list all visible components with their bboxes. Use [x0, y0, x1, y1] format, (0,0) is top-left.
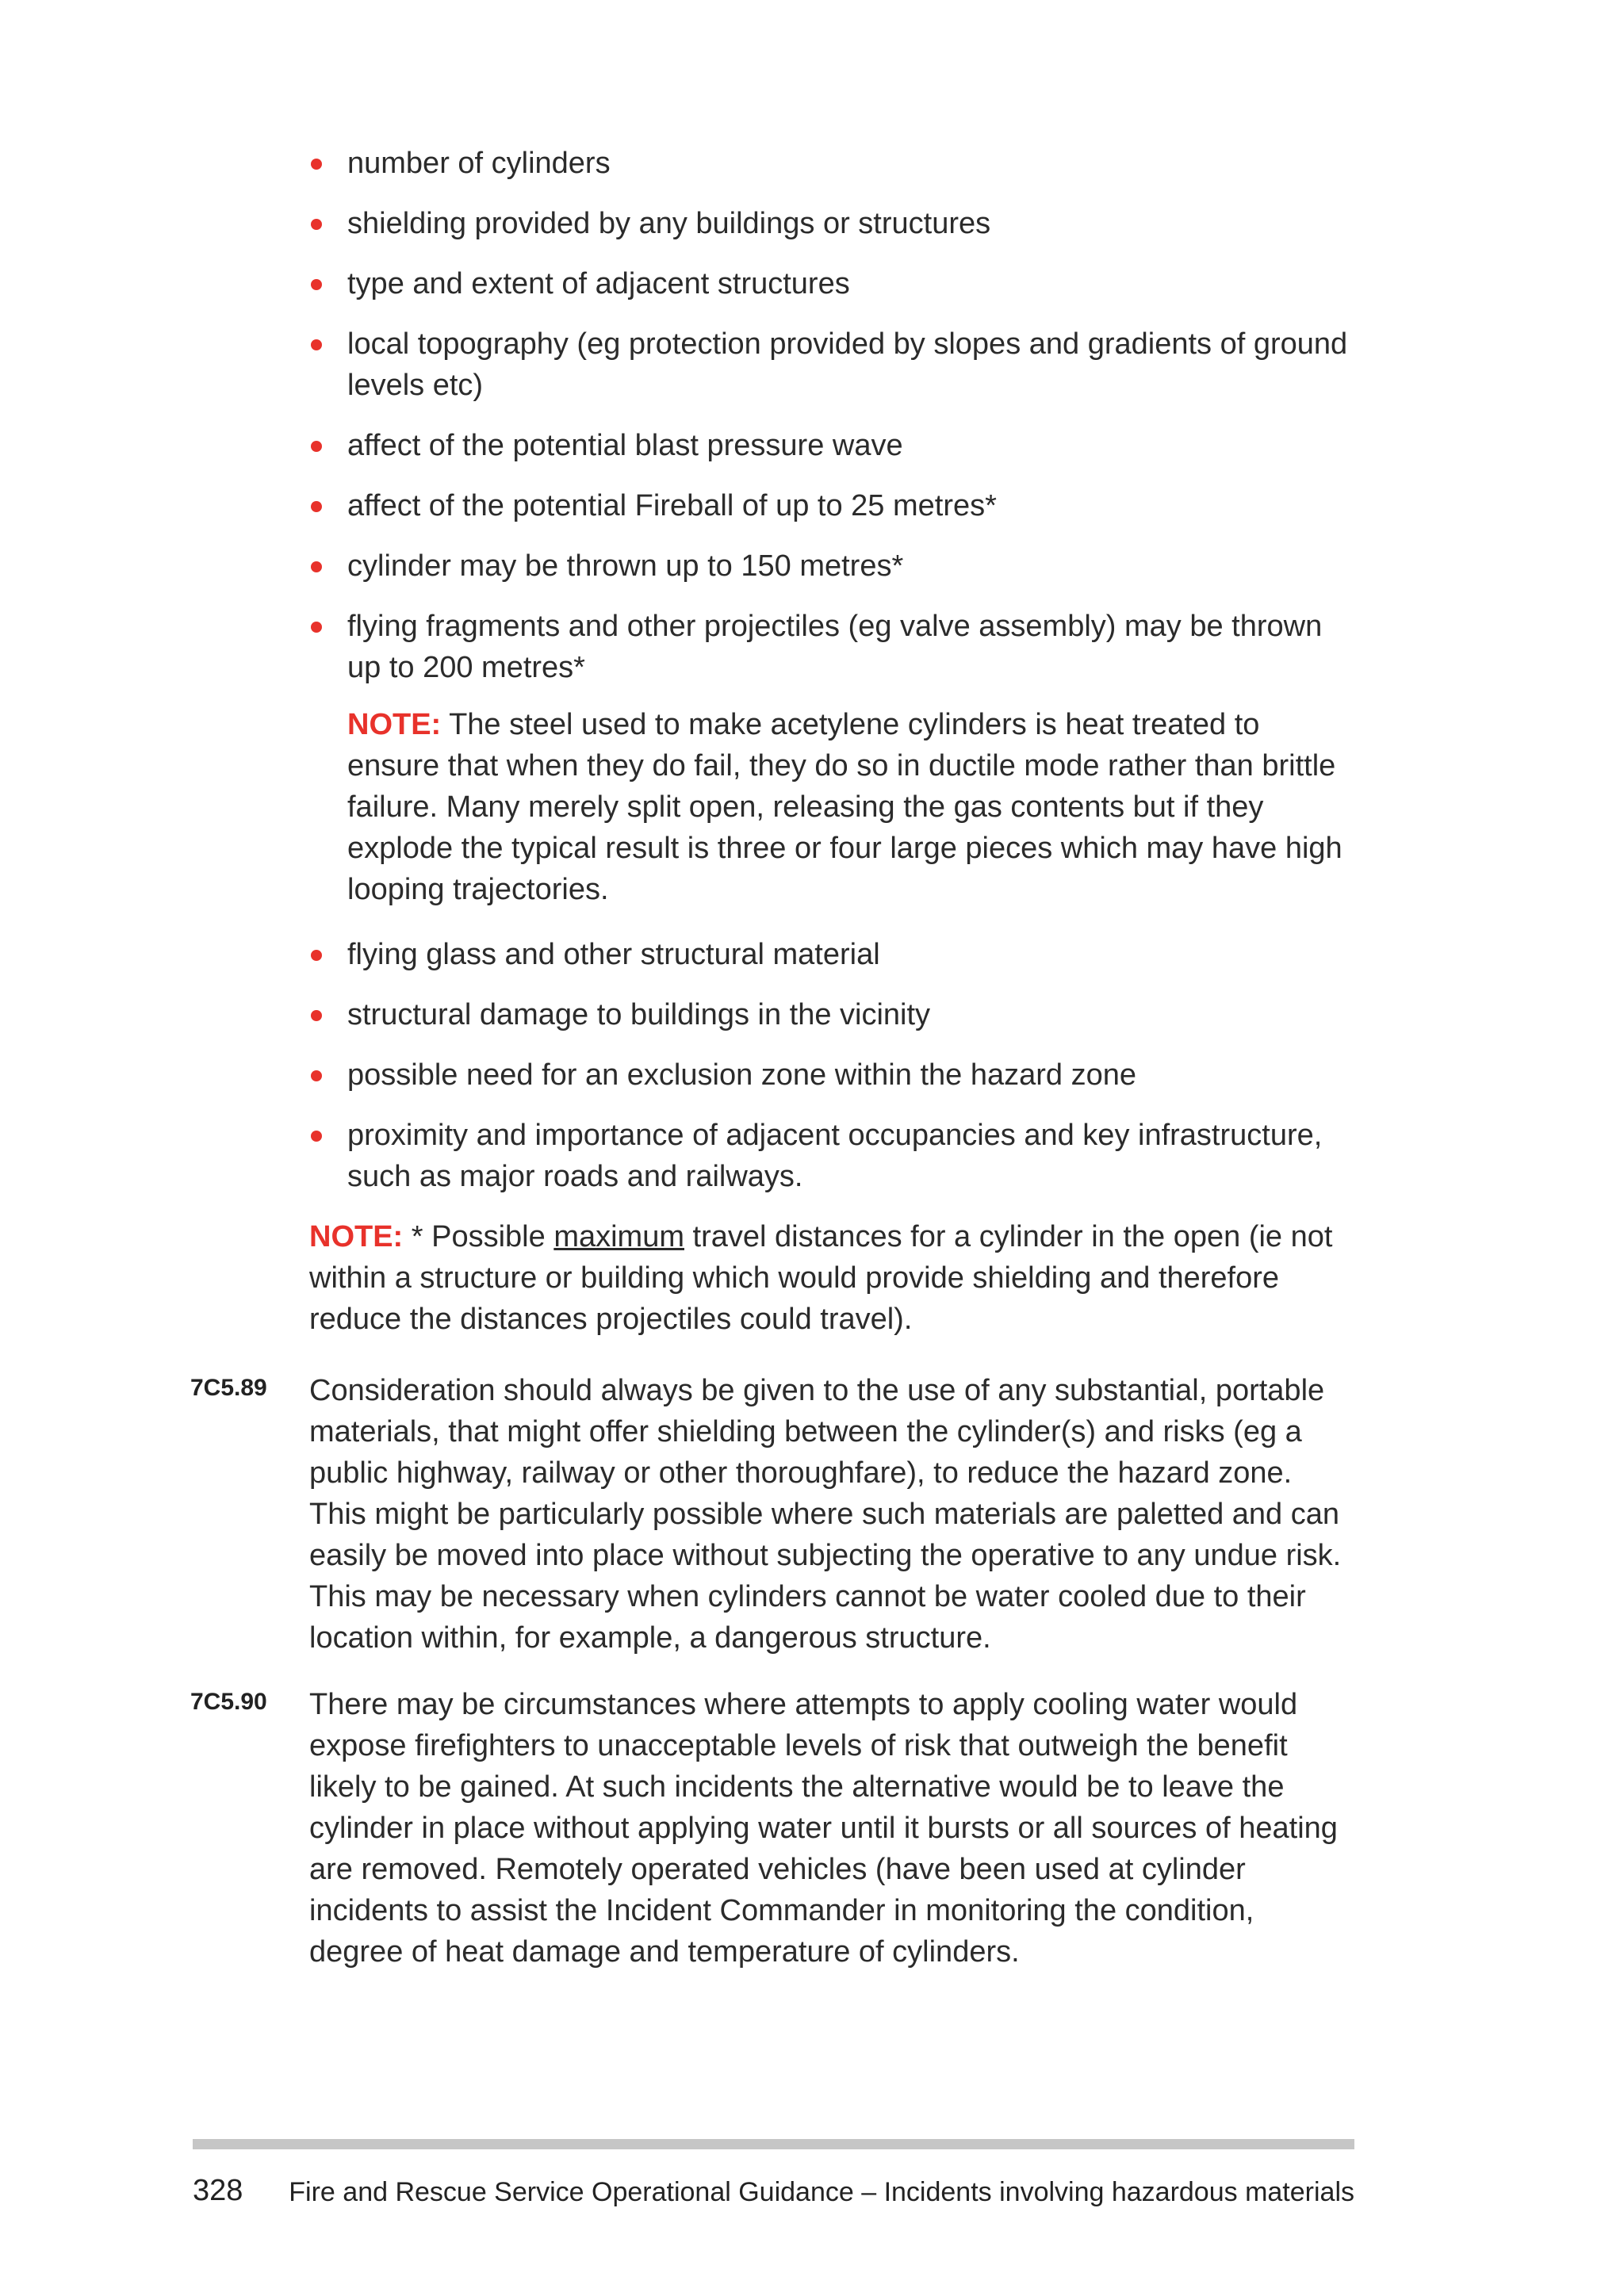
paragraph [190, 1370, 1356, 1659]
list-item: type and extent of adjacent structures [309, 263, 1356, 304]
list-item: proximity and importance of adjacent occupancies and key infrastructure, such as major roads and railways. [309, 1115, 1356, 1197]
paragraph-number: 7C5.90 [190, 1689, 267, 1715]
bullet-list [309, 143, 1356, 1364]
bullet-icon [311, 159, 322, 170]
bullet-icon [311, 1070, 322, 1081]
list-item: shielding provided by any buildings or structures [309, 203, 1356, 244]
paragraph-number: 7C5.89 [190, 1375, 267, 1401]
paragraph-text: There may be circumstances where attempts to apply cooling water would expose firefighters to unacceptable levels of risk that outweigh the benefit likely to be gained. At such incidents the alternative would be to leave the cylinder in place without applying water until it bursts or all sources of heating are removed. Remotely operated vehicles (have been used at cylinder incidents to assist the Incident Commander in monitoring the condition, degree of heat damage and temperature of cylinders. [309, 1688, 1338, 1969]
underlined-word: maximum [553, 1220, 684, 1253]
bullet-icon [311, 219, 322, 230]
list-item: local topography (eg protection provided by slopes and gradients of ground levels etc) [309, 323, 1356, 406]
footer-title: Fire and Rescue Service Operational Guidance – Incidents involving hazardous materials [289, 2177, 1354, 2207]
bullet-icon [311, 501, 322, 512]
bullet-icon [311, 622, 322, 633]
footer-divider [193, 2139, 1354, 2149]
list-item: structural damage to buildings in the vicinity [309, 994, 1356, 1035]
bullet-icon [311, 339, 322, 350]
list-item: cylinder may be thrown up to 150 metres* [309, 545, 1356, 587]
bullet-icon [311, 441, 322, 452]
bullet-icon [311, 279, 322, 290]
list-item: number of cylinders [309, 143, 1356, 184]
bullet-icon [311, 1010, 322, 1021]
note-label: NOTE: [309, 1220, 404, 1253]
inner-note [309, 704, 1356, 910]
list-item: affect of the potential Fireball of up to 25 metres* [309, 485, 1356, 526]
page-number: 328 [193, 2174, 243, 2207]
bullet-icon [311, 950, 322, 961]
note-text: The steel used to make acetylene cylinders is heat treated to ensure that when they do fail, they do so in ductile mode rather than brittle failure. Many merely split open, releasing the gas contents but if they explode the typical result is three or four large pieces which may have high looping trajectories. [347, 708, 1342, 906]
list-item: possible need for an exclusion zone within the hazard zone [309, 1054, 1356, 1096]
bullet-icon [311, 561, 322, 572]
paragraph [190, 1684, 1356, 1973]
paragraph-text: Consideration should always be given to the use of any substantial, portable materials, that might offer shielding between the cylinder(s) and risks (eg a public highway, railway or other thoroughfare), to reduce the hazard zone. This might be particularly possible where such materials are paletted and can easily be moved into place without subjecting the operative to any undue risk. This may be necessary when cylinders cannot be water cooled due to their location within, for example, a dangerous structure. [309, 1374, 1342, 1655]
bullet-icon [311, 1131, 322, 1142]
note-label: NOTE: [347, 708, 442, 741]
list-item: affect of the potential blast pressure wave [309, 425, 1356, 466]
list-item: flying glass and other structural material [309, 934, 1356, 975]
outer-note: NOTE: * Possible maximum travel distances for a cylinder in the open (ie not within a structure or building which would provide shielding and therefore reduce the distances projectiles could travel). [309, 1220, 1333, 1336]
list-item: flying fragments and other projectiles (eg valve assembly) may be thrown up to 200 metres* [309, 606, 1356, 688]
